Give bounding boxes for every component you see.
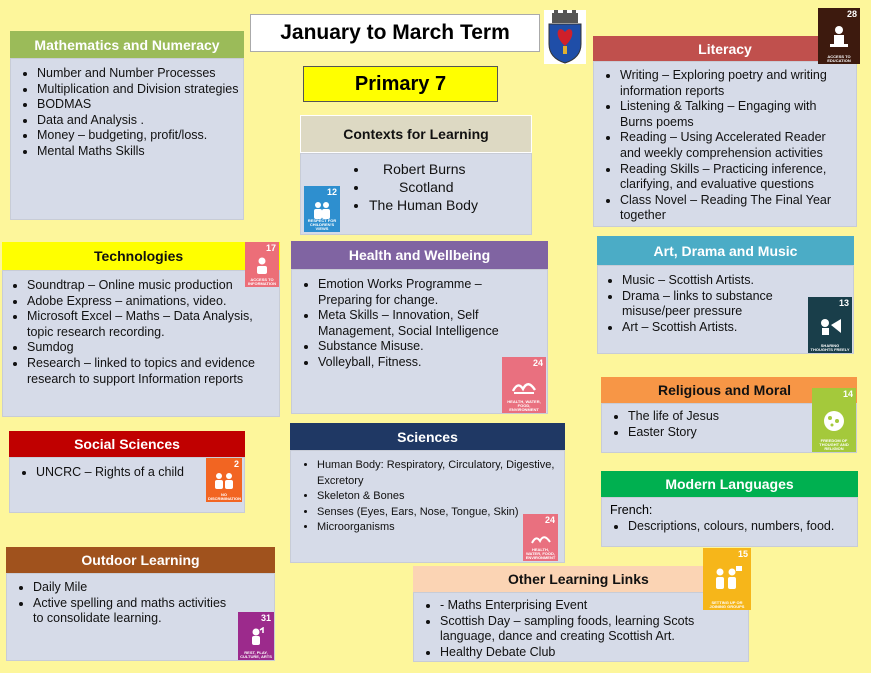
list-item: • Daily Mile	[33, 580, 234, 596]
list-item: • Art – Scottish Artists.	[622, 320, 803, 336]
list-item: • Data and Analysis .	[37, 113, 239, 129]
list-item: • Money – budgeting, profit/loss.	[37, 128, 239, 144]
art-header: Art, Drama and Music	[597, 236, 854, 265]
list-item: • Easter Story	[628, 425, 806, 441]
social-header: Social Sciences	[9, 431, 245, 457]
list-item: • Senses (Eyes, Ears, Nose, Tongue, Skin)	[317, 505, 558, 521]
list-item: • Emotion Works Programme – Preparing for change.	[318, 277, 539, 308]
health-header: Health and Wellbeing	[291, 241, 548, 269]
literacy-header: Literacy	[593, 36, 857, 61]
rights-badge-2-icon: 2 NO DISCRIMINATION	[208, 459, 242, 501]
class-name-box	[303, 66, 498, 102]
rights-badge-14-icon: 14 FREEDOM OF THOUGHT AND RELIGION	[812, 388, 856, 452]
page-title: January to March Term	[280, 21, 510, 44]
list-item: • Microorganisms	[317, 520, 558, 536]
school-crest-logo	[544, 10, 586, 64]
rights-badge-15-icon: 15 SETTING UP OR JOINING GROUPS	[703, 548, 751, 610]
list-item: • Multiplication and Division strategies	[37, 82, 239, 98]
list-item: • UNCRC – Rights of a child	[36, 465, 204, 481]
rights-badge-12-icon: 12 RESPECT FOR CHILDREN'S VIEWS	[304, 186, 340, 232]
list-item: • Human Body: Respiratory, Circulatory, Digestive, Excretory	[317, 458, 558, 489]
list-item: • Healthy Debate Club	[440, 645, 742, 661]
technologies-header: Technologies	[2, 242, 280, 270]
list-item: • Soundtrap – Online music production	[27, 278, 273, 294]
list-item: • Number and Number Processes	[37, 66, 239, 82]
maths-header: Mathematics and Numeracy	[10, 31, 244, 58]
list-item: • Music – Scottish Artists.	[622, 273, 803, 289]
list-item: • Mental Maths Skills	[37, 144, 239, 160]
list-item: • Descriptions, colours, numbers, food.	[628, 519, 853, 535]
list-item: • - Maths Enterprising Event	[440, 598, 742, 614]
list-item: • The Human Body	[369, 196, 531, 214]
technologies-panel	[2, 270, 280, 417]
list-item: • Scottish Day – sampling foods, learning Scots language, dance and creating Scottish Art.	[440, 614, 742, 645]
list-item: • Volleyball, Fitness.	[318, 355, 539, 371]
list-item: • Writing – Exploring poetry and writing information reports	[620, 68, 848, 99]
list-item: • Sumdog	[27, 340, 273, 356]
maths-panel	[10, 58, 244, 220]
list-item: • Substance Misuse.	[318, 339, 539, 355]
other-header: Other Learning Links	[413, 566, 749, 592]
list-item: • Robert Burns	[369, 160, 531, 178]
class-name: Primary 7	[354, 72, 447, 95]
list-item: • Listening & Talking – Engaging with Burns poems	[620, 99, 848, 130]
rights-badge-31-icon: 31 REST, PLAY, CULTURE, ARTS	[238, 612, 274, 660]
other-panel	[413, 592, 749, 662]
rme-header: Religious and Moral	[601, 377, 857, 403]
rights-badge-28-icon: 28 ACCESS TO EDUCATION	[818, 8, 860, 64]
languages-header: Modern Languages	[601, 471, 858, 497]
list-item: • Reading – Using Accelerated Reader and weekly comprehension activities	[620, 130, 848, 161]
list-item: • Class Novel – Reading The Final Year together	[620, 193, 848, 224]
outdoor-panel	[6, 573, 275, 661]
languages-panel	[601, 497, 858, 547]
rights-badge-17-icon: 17 ACCESS TO INFORMATION	[245, 242, 279, 287]
contexts-header: Contexts for Learning	[300, 115, 532, 153]
list-item: • Drama – links to substance misuse/peer pressure	[622, 289, 803, 320]
list-item: • Scotland	[369, 178, 531, 196]
list-item: • Skeleton & Bones	[317, 489, 558, 505]
rights-badge-24-icon: 24 HEALTH, WATER, FOOD, ENVIRONMENT	[502, 357, 546, 413]
literacy-panel	[593, 61, 857, 227]
list-item: • Microsoft Excel – Maths – Data Analysis, topic research recording.	[27, 309, 273, 340]
rights-badge-24-icon: 24 HEALTH, WATER, FOOD, ENVIRONMENT	[523, 514, 558, 561]
title-box	[250, 14, 540, 52]
list-item: • The life of Jesus	[628, 409, 806, 425]
sciences-header: Sciences	[290, 423, 565, 450]
languages-intro: French:	[610, 503, 653, 517]
list-item: • Research – linked to topics and evidence research to support Information reports	[27, 356, 273, 387]
list-item: • Active spelling and maths activities to consolidate learning.	[33, 596, 234, 627]
list-item: • Reading Skills – Practicing inference, clarifying, and evaluative questions	[620, 162, 848, 193]
list-item: • Meta Skills – Innovation, Self Management, Social Intelligence	[318, 308, 539, 339]
list-item: • BODMAS	[37, 97, 239, 113]
rights-badge-13-icon: 13 SHARING THOUGHTS FREELY	[808, 297, 852, 353]
list-item: • Adobe Express – animations, video.	[27, 294, 273, 310]
outdoor-header: Outdoor Learning	[6, 547, 275, 573]
